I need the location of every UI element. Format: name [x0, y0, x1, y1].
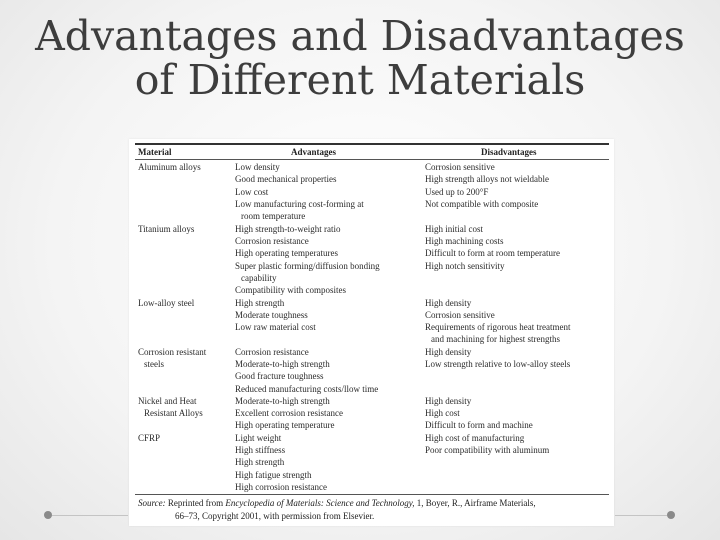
advantage-cell: High strength	[235, 298, 285, 308]
advantage-cell: Corrosion resistance	[235, 236, 309, 246]
advantage-cell: Moderate-to-high strength	[235, 396, 330, 406]
advantage-cell: High strength	[235, 457, 285, 467]
advantage-cell: Moderate toughness	[235, 310, 308, 320]
disadvantage-cell: High density	[425, 396, 472, 406]
disadvantage-cell: High cost	[425, 408, 460, 418]
disadvantage-cell: High notch sensitivity	[425, 261, 505, 271]
disadvantage-cell: High strength alloys not wieldable	[425, 174, 549, 184]
disadvantage-cell: Difficult to form and machine	[425, 420, 533, 430]
advantage-cell: High stiffness	[235, 445, 286, 455]
disadvantage-cell: High density	[425, 347, 472, 357]
advantage-cell: Excellent corrosion resistance	[235, 408, 343, 418]
table-top-rule	[135, 143, 609, 145]
advantage-cell: High strength-to-weight ratio	[235, 224, 341, 234]
disadvantage-cell: High cost of manufacturing	[425, 433, 525, 443]
advantage-cell: Low raw material cost	[235, 322, 316, 332]
slide-title-line-1: Advantages and Disadvantages	[35, 12, 685, 60]
disadvantage-cell: Requirements of rigorous heat treatment	[425, 322, 571, 332]
advantage-cell: Compatibility with composites	[235, 285, 346, 295]
material-cell: steels	[144, 359, 164, 369]
advantage-cell: High fatigue strength	[235, 470, 312, 480]
material-cell: Resistant Alloys	[144, 408, 203, 418]
disadvantage-cell: High density	[425, 298, 472, 308]
source-text: Reprinted from	[167, 498, 224, 508]
source-book: Encyclopedia of Materials: Science and Technology,	[225, 498, 415, 508]
advantage-cell: High corrosion resistance	[235, 482, 327, 492]
left-bullet-dot	[44, 511, 52, 519]
slide-title-line-2: of Different Materials	[134, 56, 586, 104]
right-bullet-dot	[667, 511, 675, 519]
source-text-2: 1, Boyer, R., Airframe Materials,	[416, 498, 536, 508]
advantage-cell: Low cost	[235, 187, 269, 197]
advantage-cell: Low manufacturing cost-forming at	[235, 199, 364, 209]
header-material: Material	[138, 147, 172, 157]
advantage-cell: room temperature	[241, 211, 306, 221]
source-line-2: 66–73, Copyright 2001, with permission from Elsevier.	[175, 511, 375, 521]
disadvantage-cell: Difficult to form at room temperature	[425, 248, 561, 258]
disadvantage-cell: Used up to 200°F	[425, 187, 489, 197]
disadvantage-cell: Corrosion sensitive	[425, 162, 495, 172]
advantage-cell: Low density	[235, 162, 280, 172]
material-cell: CFRP	[138, 433, 161, 443]
advantage-cell: Good mechanical properties	[235, 174, 337, 184]
material-cell: Nickel and Heat	[138, 396, 197, 406]
disadvantage-cell: High initial cost	[425, 224, 483, 234]
advantage-cell: Corrosion resistance	[235, 347, 309, 357]
advantage-cell: Moderate-to-high strength	[235, 359, 330, 369]
advantage-cell: Light weight	[235, 433, 282, 443]
material-cell: Titanium alloys	[138, 224, 195, 234]
slide-title	[0, 14, 720, 102]
footer-rule	[135, 494, 609, 495]
disadvantage-cell: and machining for highest strengths	[431, 334, 560, 344]
header-disadvantages: Disadvantages	[481, 147, 537, 157]
left-bottom-line	[52, 515, 128, 516]
advantage-cell: Super plastic forming/diffusion bonding	[235, 261, 380, 271]
advantage-cell: High operating temperatures	[235, 248, 338, 258]
header-advantages: Advantages	[291, 147, 337, 157]
source-label: Source:	[138, 498, 166, 508]
disadvantage-cell: Low strength relative to low-alloy steels	[425, 359, 571, 369]
material-cell: Corrosion resistant	[138, 347, 207, 357]
advantage-cell: capability	[241, 273, 277, 283]
materials-table	[129, 139, 614, 526]
advantage-cell: Reduced manufacturing costs/llow time	[235, 384, 379, 394]
disadvantage-cell: Corrosion sensitive	[425, 310, 495, 320]
material-cell: Low-alloy steel	[138, 298, 195, 308]
right-bottom-line	[615, 515, 667, 516]
advantage-cell: High operating temperature	[235, 420, 335, 430]
disadvantage-cell: High machining costs	[425, 236, 504, 246]
source-citation	[138, 497, 608, 523]
disadvantage-cell: Poor compatibility with aluminum	[425, 445, 550, 455]
disadvantage-cell: Not compatible with composite	[425, 199, 539, 209]
material-cell: Aluminum alloys	[138, 162, 201, 172]
header-rule	[135, 159, 609, 160]
advantage-cell: Good fracture toughness	[235, 371, 324, 381]
